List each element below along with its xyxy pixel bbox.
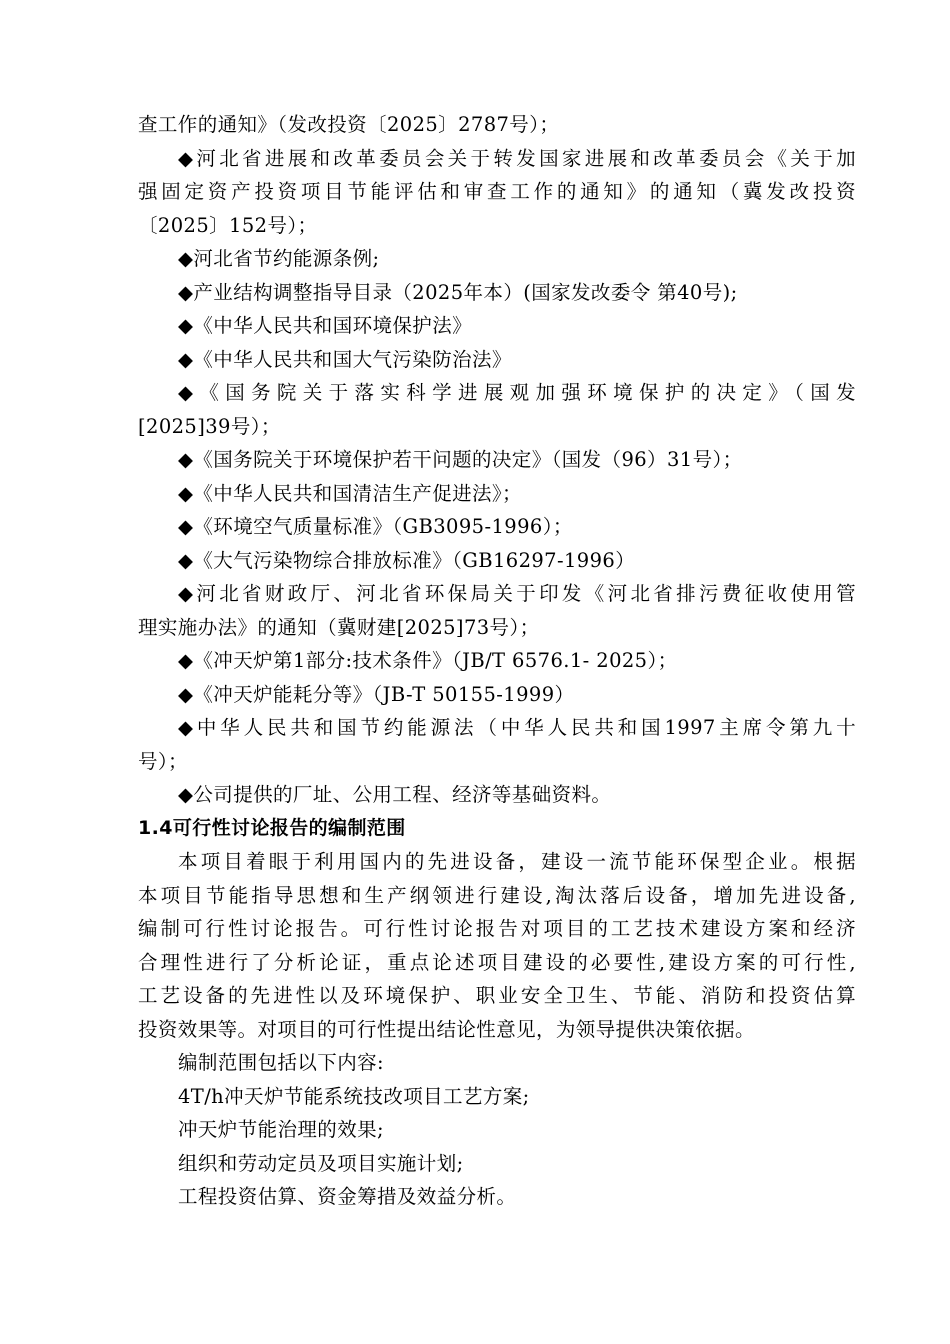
text-line: 工艺设备的先进性以及环境保护、职业安全卫生、节能、消防和投资估算 — [138, 984, 856, 1007]
text-line: ◆《国务院关于落实科学进展观加强环境保护的决定》（国发 — [178, 381, 856, 404]
text-line: 号）； — [138, 749, 188, 773]
text-line: ◆中华人民共和国节约能源法（中华人民共和国1997主席令第九十 — [178, 716, 856, 739]
text-line: 组织和劳动定员及项目实施计划; — [178, 1151, 464, 1175]
text-line: 理实施办法》的通知（冀财建[2025]73号）； — [138, 615, 540, 639]
text-line: ◆《大气污染物综合排放标准》（GB16297-1996） — [178, 548, 636, 572]
text-line: ◆《中华人民共和国大气污染防治法》 — [178, 347, 512, 371]
section-heading: 1.4可行性讨论报告的编制范围 — [138, 816, 406, 839]
text-line: 强固定资产投资项目节能评估和审查工作的通知》的通知（冀发改投资 — [138, 180, 856, 203]
text-line: 〔2025〕152号）； — [138, 213, 318, 237]
text-line: 冲天炉节能治理的效果; — [178, 1118, 384, 1141]
text-line: ◆《国务院关于环境保护若干问题的决定》（国发（96）31号）； — [178, 448, 743, 471]
text-line: [2025]39号）； — [138, 414, 281, 438]
text-line: ◆《中华人民共和国清洁生产促进法》； — [178, 481, 522, 505]
text-line: 本项目节能指导思想和生产纲领进行建设,淘汰落后设备，增加先进设备, — [138, 883, 856, 907]
text-line: ◆《中华人民共和国环境保护法》 — [178, 314, 472, 337]
text-line: 编制范围包括以下内容: — [178, 1051, 384, 1074]
text-line: 本项目着眼于利用国内的先进设备，建设一流节能环保型企业。根据 — [178, 850, 856, 873]
text-line: ◆《冲天炉第1部分:技术条件》（JB/T 6576.1- 2025）； — [178, 649, 678, 672]
text-line: 4T/h冲天炉节能系统技改项目工艺方案; — [178, 1084, 530, 1108]
text-line: ◆公司提供的厂址、公用工程、经济等基础资料。 — [178, 783, 612, 806]
text-line: 投资效果等。对项目的可行性提出结论性意见，为领导提供决策依据。 — [138, 1017, 755, 1041]
text-line: ◆产业结构调整指导目录（2025年本）(国家发改委令 第40号); — [178, 280, 738, 304]
document-page — [138, 108, 856, 1214]
text-line: ◆《环境空气质量标准》（GB3095-1996）； — [178, 515, 573, 538]
text-line: 查工作的通知》（发改投资〔2025〕2787号）； — [138, 113, 560, 136]
text-line: ◆河北省财政厅、河北省环保局关于印发《河北省排污费征收使用管 — [178, 582, 856, 605]
text-line: 工程投资估算、资金筹措及效益分析。 — [178, 1185, 517, 1208]
text-line: 编制可行性讨论报告。可行性讨论报告对项目的工艺技术建设方案和经济 — [138, 917, 856, 940]
text-line: 合理性进行了分析论证，重点论述项目建设的必要性,建设方案的可行性, — [138, 950, 856, 974]
text-line: ◆河北省节约能源条例; — [178, 247, 380, 270]
text-line: ◆《冲天炉能耗分等》（JB-T 50155-1999） — [178, 682, 575, 706]
text-line: ◆河北省进展和改革委员会关于转发国家进展和改革委员会《关于加 — [178, 146, 856, 170]
